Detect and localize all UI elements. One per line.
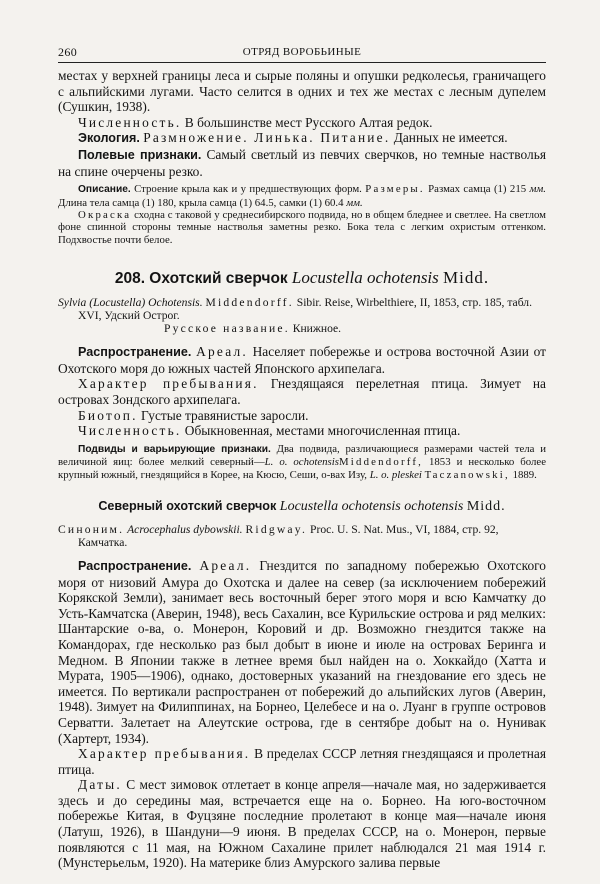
paragraph-abundance [58, 115, 546, 131]
dates-text: С мест зимовок отлетает в конце апреля—начале мая, но задерживается здесь и до середины мая, встречается еще на о. Борнео. На юго-восточном побережье Китая, в Фуцзяне последние пролетают в конце мая—начале июня (Латуш, 1926), в Шандуни—9 июня. В пределах СССР, на о. Монерон, первые появляются с 11 мая, на Южном Сахалине прилет наблюдался 21 мая 1914 г. (Мунстерьельм, 1920). На материке близ Амурского залива первые [58, 777, 546, 871]
coloration-label: Окраска [78, 208, 132, 221]
subspecies-heading [58, 499, 546, 515]
description-text-3: Длина тела самца (1) 180, крыла самца (1) 64.5, самки (1) 60.4 [58, 196, 347, 209]
subspecies-name-russian: Северный охотский сверчок [98, 498, 277, 513]
coloration-text: сходна с таковой у среднесибирского подвида, но в общем бледнее и светлее. На светлом фоне спинной стороны темные настволья заметны резко. Бока тела с легким охристым оттенком. Подхвостье почти белое. [58, 208, 546, 246]
status-label: Характер пребывания. [78, 376, 259, 392]
distribution-text: Гнездится по западному побережью Охотского моря от низовий Амура до Охотска и далее на север (за исключением побережий Корякской Земли), занимает весь восточный берег этого моря и всю Камчатку до Усть-Камчатска (Аверин, 1948), весь Сахалин, все Курильские острова и ряд мелких: Шантарские о-ва, о. Монерон, Коровий и др. Возможно гнездится также на Командорах, где несколько раз был добыт в июне и июле на островах Беринга и Медном. В Японии также в летнее время был найден на о. Хоккайдо (Хатта и Мурата, 1905—1906), однако, достоверных указаний на гнездование его здесь не имеется. По вертикали распространен от побережий до альпийских лугов (Аверин, 1948). Зимует на Филиппинах, на Борнео, Целебесе и на о. Луанг в группе островов Серватти. Залетает на Алеутские острова, где в сентябре добыт на о. Нунивак (Хартерт, 1934). [58, 557, 546, 746]
subspecies-text-3: 1889. [509, 468, 537, 481]
unit-mm-2: мм. [346, 196, 363, 209]
species-name-russian: Охотский сверчок [149, 270, 288, 288]
russian-name-label: Русское название. [164, 322, 290, 336]
ecology-subheadings: Размножение. Линька. Питание. [143, 130, 391, 146]
area-label-2: Ареал. [199, 557, 252, 573]
description-label: Описание. [78, 184, 131, 196]
biotope-text: Густые травянистые заросли. [137, 407, 309, 423]
synonym-reference-2: Proc. U. S. Nat. Mus., VI, 1884, стр. 92, Камчатка. [78, 522, 499, 549]
range-text: Населяет побережье и острова восточной Азии от Охотского моря до южных частей Японского архипелага. [58, 344, 546, 376]
synonym-reference: Sibir. Reise, Wirbelthiere, II, 1853, стр. 185, табл. XVI, Удский Острог. [78, 296, 532, 323]
paragraph-distribution [58, 558, 546, 746]
synonym-author: Middendorff. [205, 296, 294, 310]
field-marks-label: Полевые признаки. [78, 147, 202, 162]
synonym-label: Синоним. [58, 522, 125, 536]
synonym-name: Acrocephalus dybowskii. [127, 522, 243, 536]
synonym-genus: Sylvia (Locustella) [58, 296, 146, 310]
subspecies-author: Midd. [466, 498, 506, 514]
description-text-2: Размах самца (1) 215 [424, 183, 530, 196]
species-number: 208. [114, 270, 146, 288]
paragraph-coloration [58, 209, 546, 246]
status-label-2: Характер пребывания. [78, 746, 251, 762]
paragraph-status [58, 376, 546, 407]
description-text-1: Строение крыла как и у предшествующих форм. [130, 183, 366, 196]
synonym-epithet: Ochotensis. [148, 296, 203, 310]
paragraph-dates [58, 777, 546, 871]
russian-name-value: Книжное. [289, 322, 342, 336]
species-author: Midd. [443, 268, 490, 288]
subspecies-text-2: 1853 и несколько более крупный южный, гнездящийся в Корее, на Кюсю, Сеши, о-вах Изу, [58, 456, 547, 481]
dates-label: Даты. [78, 777, 122, 793]
species-name-latin: Locustella ochotensis [291, 268, 439, 288]
ecology-text: Данных не имеется. [390, 130, 508, 146]
synonymy-subspecies [58, 523, 546, 549]
numbers-text: Обыкновенная, местами многочисленная птица. [181, 423, 461, 439]
page-header [58, 44, 546, 63]
running-title: ОТРЯД ВОРОБЬИНЫЕ [242, 46, 362, 58]
numbers-label: Численность. [78, 423, 182, 439]
unit-mm-1: мм. [529, 183, 546, 196]
paragraph-description [58, 183, 546, 209]
field-marks-text: Самый светлый из певчих сверчков, но темные настволья на спине очерчены резко. [58, 146, 546, 179]
range-label: Распространение. [78, 345, 192, 360]
measurements-label: Размеры. [365, 183, 425, 196]
paragraph-field-marks [58, 147, 546, 179]
status-text-2: В пределах СССР летняя гнездящаяся и пролетная птица. [58, 746, 546, 777]
area-label: Ареал. [196, 344, 248, 360]
abundance-label: Численность. [78, 114, 182, 130]
page-body [58, 68, 546, 871]
subspecies-name-2: L. o. pleskei [369, 468, 422, 481]
subspecies-author-1: Middendorff, [338, 456, 424, 469]
ecology-label: Экология. [78, 131, 140, 146]
paragraph-biotope [58, 408, 546, 424]
synonymy-species [58, 296, 546, 335]
paragraph-range [58, 344, 546, 376]
species-heading [58, 268, 546, 288]
abundance-text: В большинстве мест Русского Алтая редок. [181, 114, 433, 130]
page-number: 260 [58, 45, 78, 59]
subspecies-name-latin: Locustella ochotensis ochotensis [279, 498, 464, 514]
subspecies-label: Подвиды и варьирующие признаки. [78, 443, 271, 455]
paragraph-subspecies [58, 443, 546, 481]
paragraph-numbers [58, 423, 546, 439]
status-text: Гнездящаяся перелетная птица. Зимует на островах Зондского архипелага. [58, 376, 546, 407]
paragraph-ecology [58, 130, 546, 147]
subspecies-author-2: Taczanowski, [424, 468, 510, 481]
distribution-label: Распространение. [78, 558, 192, 573]
paragraph-status-2 [58, 746, 546, 777]
subspecies-name-1: L. o. ochotensis [264, 456, 339, 469]
subspecies-text-1: Два подвида, различающиеся размерами частей тела и величиной яиц: более мелкий северный— [58, 442, 546, 469]
biotope-label: Биотоп. [78, 407, 138, 423]
paragraph-habitat-continued: местах у верхней границы леса и сырые поляны и опушки редколесья, граничащего с альпийскими лугами. Часто селится в одних и тех же местах с лесным дупелем (Сушкин, 1938). [58, 68, 546, 115]
synonym-author-2: Ridgway. [245, 522, 308, 536]
